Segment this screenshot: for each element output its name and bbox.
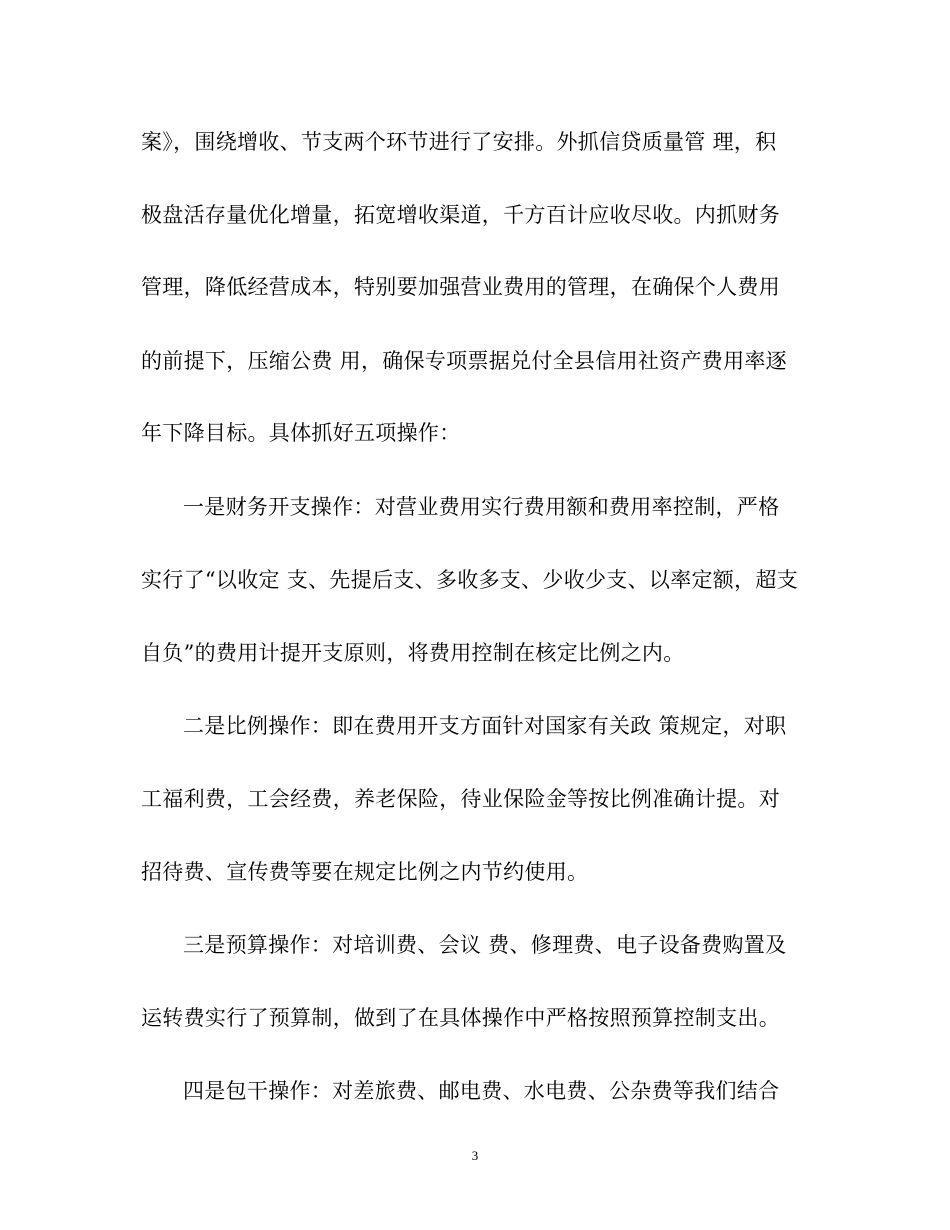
paragraph-line: 招待费、宣传费等要在规定比例之内节约使用。 bbox=[141, 860, 589, 884]
page-number: 3 bbox=[471, 1148, 479, 1163]
paragraph-line: 极盘活存量优化增量，拓宽增收渠道，千方百计应收尽收。内抓财务 bbox=[141, 203, 780, 227]
paragraph-line: 工福利费，工会经费，养老保险，待业保险金等按比例准确计提。对 bbox=[141, 787, 780, 811]
paragraph-line: 的前提下，压缩公费 用，确保专项票据兑付全县信用社资产费用率逐 bbox=[141, 349, 787, 373]
paragraph-line: 运转费实行了预算制，做到了在具体操作中严格按照预算控制支出。 bbox=[141, 1006, 780, 1030]
paragraph-line: 管理，降低经营成本，特别要加强营业费用的管理，在确保个人费用 bbox=[141, 275, 780, 299]
paragraph-line: 四是包干操作：对差旅费、邮电费、水电费、公杂费等我们结合 bbox=[183, 1079, 780, 1103]
paragraph-line: 一是财务开支操作：对营业费用实行费用额和费用率控制，严格 bbox=[183, 495, 780, 519]
paragraph-line: 自负”的费用计提开支原则，将费用控制在核定比例之内。 bbox=[141, 641, 685, 665]
paragraph-line: 二是比例操作：即在费用开支方面针对国家有关政 策规定，对职 bbox=[183, 714, 787, 738]
paragraph-line: 三是预算操作：对培训费、会议 费、修理费、电子设备费购置及 bbox=[183, 933, 787, 957]
paragraph-line: 案》，围绕增收、节支两个环节进行了安排。外抓信贷质量管 理，积 bbox=[141, 130, 777, 154]
paragraph-line: 年下降目标。具体抓好五项操作： bbox=[141, 421, 461, 445]
paragraph-line: 实行了“以收定 支、先提后支、多收多支、少收少支、以率定额，超支 bbox=[141, 568, 799, 592]
